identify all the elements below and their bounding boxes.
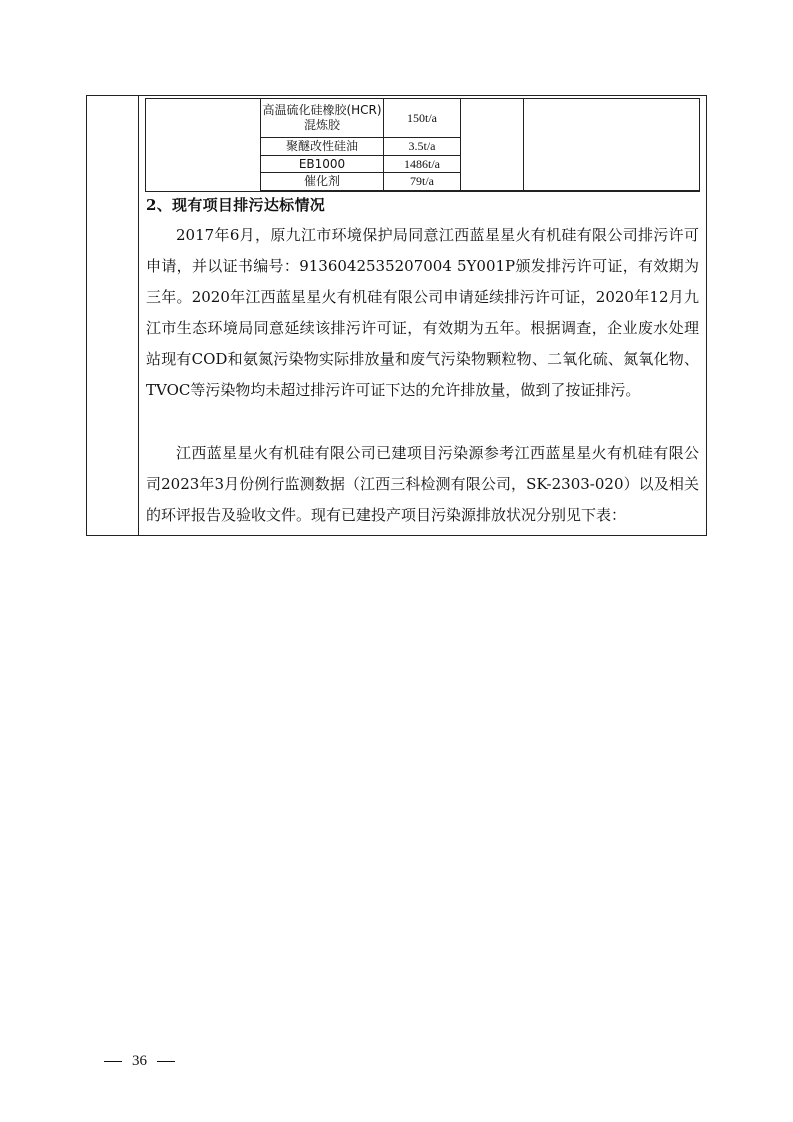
material-quantity: 1486t/a — [384, 156, 461, 173]
material-name: EB1000 — [261, 156, 384, 173]
inner-table-bottom-rule — [145, 191, 700, 192]
empty-cell — [461, 99, 524, 191]
material-name: 催化剂 — [261, 173, 384, 191]
body-paragraph: 2017年6月，原九江市环境保护局同意江西蓝星星火有机硅有限公司排污许可申请，并以证书编号：9136042535207004 5Y001P颁发排污许可证，有效期为三年。2020年江西蓝星星火有机硅有限公司申请延续排污许可证，2020年12月九江市生态环境局同意延续该排污许可证，有效期为五年。根据调查，企业废水处理站现有COD和氨氮污染物实际排放量和废气污染物颗粒物、二氧化硫、氮氧化物、TVOC等污染物均未超过排污许可证下达的允许排放量，做到了按证排污。 — [146, 226, 699, 399]
material-name: 聚醚改性硅油 — [261, 138, 384, 156]
raw-materials-table — [260, 98, 700, 191]
material-name: 高温硫化硅橡胶(HCR)混炼胶 — [261, 99, 384, 138]
material-quantity: 79t/a — [384, 173, 461, 191]
footer-dash — [104, 1061, 122, 1062]
empty-cell — [524, 99, 700, 191]
section-heading: 2、现有项目排污达标情况 — [146, 196, 326, 214]
table-column-divider — [138, 95, 139, 536]
footer-dash — [157, 1061, 175, 1062]
page-footer — [104, 1053, 175, 1070]
material-quantity: 150t/a — [384, 99, 461, 138]
material-quantity: 3.5t/a — [384, 138, 461, 156]
inner-table-left-rule — [145, 98, 146, 192]
page-number: 36 — [132, 1053, 147, 1069]
body-paragraph: 江西蓝星星火有机硅有限公司已建项目污染源参考江西蓝星星火有机硅有限公司2023年3月份例行监测数据（江西三科检测有限公司，SK-2303-020）以及相关的环评报告及验收文件。现有已建投产项目污染源排放状况分别见下表： — [146, 444, 699, 524]
table-row — [261, 99, 700, 138]
